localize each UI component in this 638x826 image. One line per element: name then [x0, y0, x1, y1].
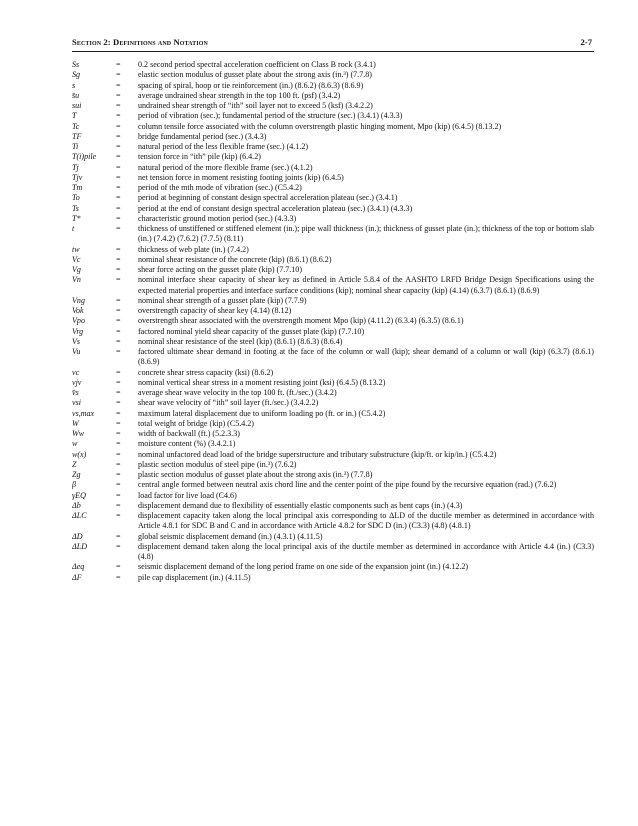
definition-row [72, 398, 594, 408]
equals-sign: = [116, 60, 121, 69]
definition-row [72, 101, 594, 111]
equals-sign: = [116, 531, 121, 541]
definition-text: seismic displacement demand of the long period frame on one side of the expansion joint (in.) (4.12.2) [138, 562, 469, 572]
definition-symbol: Vrg [72, 326, 84, 336]
definition-row [72, 573, 594, 583]
equals-sign: = [116, 275, 121, 285]
definition-symbol: tw [72, 244, 80, 254]
equals-sign: = [116, 131, 121, 141]
definition-row [72, 173, 594, 183]
definition-symbol: T [72, 111, 77, 121]
equals-sign: = [116, 111, 121, 121]
definition-row [72, 419, 594, 429]
definition-text: period at the end of constant design spectral acceleration plateau (sec.) (3.4.1) (4.3.3) [138, 203, 413, 213]
definition-symbol: sui [72, 101, 82, 110]
equals-sign: = [116, 121, 121, 131]
definition-text: thickness of web plate (in.) (7.4.2) [138, 244, 249, 254]
definition-text: width of backwall (ft.) (5.2.3.3) [138, 429, 240, 438]
definition-symbol: β [72, 480, 77, 490]
definition-row [72, 501, 594, 511]
definition-row [72, 163, 594, 173]
definition-row [72, 460, 594, 470]
definition-symbol: Vok [72, 306, 84, 315]
definition-text: spacing of spiral, hoop or tie reinforcement (in.) (8.6.2) (8.6.3) (8.6.9) [138, 80, 364, 90]
equals-sign: = [116, 388, 121, 397]
definition-symbol: t [72, 224, 75, 233]
definition-row [72, 368, 594, 378]
definition-symbol: ΔLD [72, 541, 88, 551]
definition-text: elastic section modulus of gusset plate about the strong axis (in.³) (7.7.8) [138, 70, 372, 80]
definition-text: maximum lateral displacement due to uniform loading po (ft. or in.) (C5.4.2) [138, 408, 386, 418]
definition-text: plastic section modulus of gusset plate about the strong axis (in.³) (7.7.8) [138, 470, 373, 479]
definition-text: overstrength shear associated with the overstrength moment Mpo (kip) (4.11.2) (6.3.4) (6.3.5) (8.6.1) [138, 316, 464, 326]
equals-sign: = [116, 213, 121, 223]
definition-symbol: w [72, 439, 78, 449]
definition-symbol: Vn [72, 275, 81, 285]
definition-text: period of the mth mode of vibration (sec.) (C5.4.2) [138, 183, 302, 192]
definition-text: nominal interface shear capacity of shear key as defined in Article 5.8.4 of the AASHTO LRFD Bridge Design Specifications using the expected material properties and interface surface conditions (kip); nominal shear capacity (kip) (4.14) (6.3.7) (8.6.1) (8.6.9) [138, 275, 594, 295]
definition-row [72, 480, 594, 490]
equals-sign: = [116, 459, 121, 469]
definition-symbol: ΔF [72, 572, 82, 582]
definition-row [72, 81, 594, 91]
equals-sign: = [116, 80, 121, 90]
definition-row [72, 562, 594, 572]
definition-text: bridge fundamental period (sec.) (3.4.3) [138, 131, 267, 141]
definition-text: pile cap displacement (in.) (4.11.5) [138, 572, 251, 582]
definition-row [72, 193, 594, 203]
definition-row [72, 245, 594, 255]
definition-text: period at beginning of constant design spectral acceleration plateau (sec.) (3.4.1) [138, 193, 398, 203]
equals-sign: = [116, 162, 121, 172]
definition-symbol: Ww [72, 429, 85, 438]
definition-text: factored nominal yield shear capacity of the gusset plate (kip) (7.7.10) [138, 326, 365, 336]
equals-sign: = [116, 439, 121, 449]
equals-sign: = [116, 152, 121, 162]
definition-symbol: vsi [72, 398, 81, 408]
definition-symbol: Vpo [72, 316, 85, 326]
equals-sign: = [116, 500, 121, 510]
definition-text: displacement demand due to flexibility of essentially elastic components such as bent caps (in.) (4.3) [138, 500, 463, 510]
equals-sign: = [116, 336, 121, 346]
equals-sign: = [116, 347, 121, 356]
definition-symbol: Ts [72, 203, 79, 213]
definition-row [72, 255, 594, 265]
equals-sign: = [116, 101, 121, 110]
definition-row [72, 214, 594, 224]
definition-row [72, 91, 594, 101]
equals-sign: = [116, 326, 121, 336]
definition-symbol: T(i)pile [72, 152, 97, 162]
definition-symbol: Vs [72, 336, 81, 346]
definition-text: natural period of the less flexible frame (sec.) (4.1.2) [138, 142, 309, 151]
definitions-list [72, 60, 594, 583]
definition-text: undrained shear strength of “ith” soil layer not to exceed 5 (ksf) (3.4.2.2) [138, 101, 373, 110]
definition-symbol: ΔLC [72, 511, 87, 520]
definition-text: 0.2 second period spectral acceleration coefficient on Class B rock (3.4.1) [138, 60, 376, 69]
definition-symbol: Ss [72, 60, 80, 69]
definition-text: central angle formed between neutral axis chord line and the center point of the pipe found by the recursive equation (rad.) (7.6.2) [138, 480, 557, 490]
definition-text: tension force in “ith” pile (kip) (6.4.2) [138, 152, 261, 162]
equals-sign: = [116, 172, 121, 182]
definition-symbol: vc [72, 367, 80, 377]
definition-row [72, 542, 594, 563]
definition-text: overstrength capacity of shear key (4.14) (8.12) [138, 306, 292, 315]
definition-symbol: T* [72, 213, 81, 223]
definition-row [72, 532, 594, 542]
equals-sign: = [116, 367, 121, 377]
definition-text: shear wave velocity of “ith” soil layer (ft./sec.) (3.4.2.2) [138, 398, 319, 408]
definition-text: nominal shear resistance of the steel (kip) (8.6.1) (8.6.3) (8.6.4) [138, 336, 343, 346]
definition-row [72, 306, 594, 316]
equals-sign: = [116, 224, 121, 233]
definition-text: column tensile force associated with the column overstrength plastic hinging moment, Mpo (kip) (6.4.5) (8.13.2) [138, 121, 502, 131]
definition-row [72, 327, 594, 337]
definition-row [72, 470, 594, 480]
definition-row [72, 70, 594, 80]
definition-text: average shear wave velocity in the top 100 ft. (ft./sec.) (3.4.2) [138, 388, 337, 397]
definition-row [72, 439, 594, 449]
definition-text: net tension force in moment resisting footing joints (kip) (6.4.5) [138, 172, 344, 182]
definition-text: period of vibration (sec.); fundamental period of the structure (sec.) (3.4.1) (4.3.3) [138, 111, 403, 121]
definition-row [72, 142, 594, 152]
definition-row [72, 265, 594, 275]
equals-sign: = [116, 408, 121, 418]
definition-text: moisture content (%) (3.4.2.1) [138, 439, 236, 449]
definition-text: thickness of unstiffened or stiffened element (in.); pipe wall thickness (in.); thickness of gusset plate (in.); thickness of the top or bottom slab (in.) (7.4.2) (7.6.2) (7.7.5) (8.11) [138, 224, 594, 244]
equals-sign: = [116, 490, 121, 500]
definition-row [72, 204, 594, 214]
definition-text: global seismic displacement demand (in.) (4.3.1) (4.11.5) [138, 531, 323, 541]
definition-row [72, 111, 594, 121]
definition-symbol: v̄s [72, 388, 79, 397]
equals-sign: = [116, 254, 121, 264]
equals-sign: = [116, 562, 121, 572]
definition-row [72, 275, 594, 296]
definition-text: displacement capacity taken along the local principal axis corresponding to ΔLD of the ductile member as determined in accordance with Article 4.8.1 for SDC B and C and in accordance with Article 4.8.2 for SDC D (in.) (C3.3) (4.8) (4.8.1) [138, 511, 594, 531]
definition-symbol: Z [72, 459, 77, 469]
definition-text: characteristic ground motion period (sec.) (4.3.3) [138, 213, 297, 223]
definition-symbol: To [72, 193, 80, 203]
definition-text: shear force acting on the gusset plate (kip) (7.7.10) [138, 265, 303, 274]
definition-symbol: vjv [72, 377, 82, 387]
definition-row [72, 450, 594, 460]
equals-sign: = [116, 70, 121, 80]
definition-row [72, 378, 594, 388]
definition-row [72, 224, 594, 245]
definition-text: factored ultimate shear demand in footing at the face of the column or wall (kip); shear demand of a column or wall (kip) (6.3.7) (8.6.1) (8.6.9) [138, 347, 594, 367]
definition-row [72, 183, 594, 193]
equals-sign: = [116, 418, 121, 428]
definition-text: nominal vertical shear stress in a moment resisting joint (ksi) (6.4.5) (8.13.2) [138, 377, 386, 387]
definition-symbol: γEQ [72, 490, 86, 500]
definition-symbol: Tc [72, 121, 80, 131]
definition-symbol: Vc [72, 254, 81, 264]
definition-symbol: W [72, 418, 79, 428]
definition-text: average undrained shear strength in the top 100 ft. (psf) (3.4.2) [138, 90, 341, 100]
definition-symbol: Tjv [72, 172, 83, 182]
definition-row [72, 316, 594, 326]
equals-sign: = [116, 90, 121, 100]
definition-symbol: Vng [72, 295, 85, 305]
definition-row [72, 491, 594, 501]
equals-sign: = [116, 142, 121, 151]
definition-row [72, 60, 594, 70]
equals-sign: = [116, 429, 121, 438]
definition-text: nominal shear strength of a gusset plate (kip) (7.7.9) [138, 295, 307, 305]
definition-row [72, 429, 594, 439]
equals-sign: = [116, 183, 121, 192]
page-number: 2-7 [580, 37, 592, 47]
equals-sign: = [116, 295, 121, 305]
equals-sign: = [116, 306, 121, 315]
definition-symbol: Vg [72, 265, 81, 274]
definition-row [72, 511, 594, 532]
header-rule [72, 51, 594, 52]
definition-symbol: s [72, 80, 76, 90]
definition-text: plastic section modulus of steel pipe (in.³) (7.6.2) [138, 459, 297, 469]
definition-symbol: Ti [72, 142, 79, 151]
definition-symbol: TF [72, 131, 82, 141]
definition-text: concrete shear stress capacity (ksi) (8.6.2) [138, 367, 274, 377]
section-title: Section 2: Definitions and Notation [72, 37, 208, 47]
definition-symbol: w(x) [72, 449, 87, 459]
definition-symbol: Tm [72, 183, 83, 192]
definition-row [72, 132, 594, 142]
equals-sign: = [116, 572, 121, 582]
definition-row [72, 122, 594, 132]
definition-row [72, 152, 594, 162]
definition-text: displacement demand taken along the local principal axis of the ductile member as determined in accordance with Article 4.4 (in.) (C3.3) (4.8) [138, 541, 594, 561]
definition-row [72, 388, 594, 398]
equals-sign: = [116, 244, 121, 254]
equals-sign: = [116, 377, 121, 387]
definition-text: load factor for live load (C4.6) [138, 490, 237, 500]
equals-sign: = [116, 203, 121, 213]
equals-sign: = [116, 511, 121, 520]
equals-sign: = [116, 398, 121, 408]
equals-sign: = [116, 316, 121, 326]
definition-symbol: Sg [72, 70, 81, 80]
page-header [72, 37, 592, 49]
definition-row [72, 409, 594, 419]
definition-text: nominal shear resistance of the concrete (kip) (8.6.1) (8.6.2) [138, 254, 332, 264]
equals-sign: = [116, 470, 121, 479]
equals-sign: = [116, 449, 121, 459]
definition-symbol: vs,max [72, 408, 95, 418]
definition-row [72, 337, 594, 347]
definition-text: natural period of the more flexible frame (sec.) (4.1.2) [138, 162, 313, 172]
definition-symbol: Vu [72, 347, 81, 356]
definition-symbol: ΔD [72, 531, 83, 541]
equals-sign: = [116, 193, 121, 203]
definition-symbol: Zg [72, 470, 81, 479]
equals-sign: = [116, 265, 121, 274]
definition-symbol: s̄u [72, 90, 80, 100]
definition-text: nominal unfactored dead load of the bridge superstructure and tributary substructure (kip/ft. or kip/in.) (C5.4.2) [138, 449, 497, 459]
definition-symbol: Δeq [72, 562, 85, 572]
definition-row [72, 347, 594, 368]
definition-row [72, 296, 594, 306]
definition-text: total weight of bridge (kip) (C5.4.2) [138, 418, 254, 428]
definition-symbol: Tj [72, 162, 79, 172]
definition-symbol: Δb [72, 500, 81, 510]
equals-sign: = [116, 541, 121, 551]
equals-sign: = [116, 480, 121, 490]
